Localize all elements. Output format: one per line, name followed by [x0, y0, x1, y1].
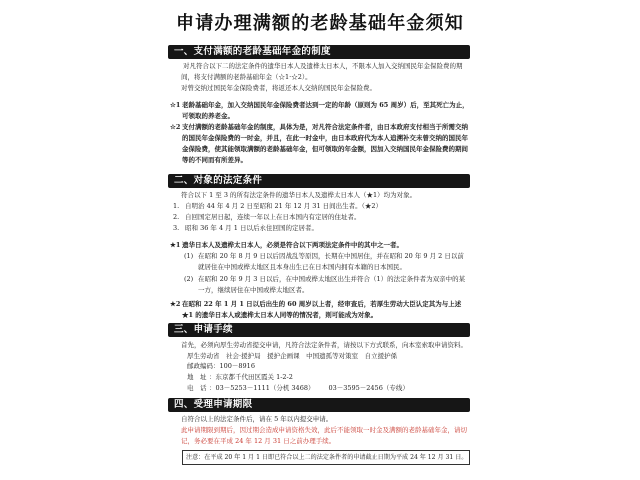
condition-number: 2. — [173, 213, 180, 221]
note-text: 老龄基础年金，加入交纳国民年金保险费者达到一定的年龄（原则为 65 周岁）后，至其死亡为止，可领取的养老金。 — [182, 101, 469, 120]
condition-number: 3. — [173, 224, 180, 232]
section-2-intro: 符合以下 1 至 3 的所有法定条件的遗华日本人及遗桦太日本人（★1）均为对象。 — [181, 191, 417, 199]
condition-item — [173, 201, 470, 212]
section-2-note-2 — [170, 299, 470, 321]
note-text: 支付满额的老龄基础年金的制度，具体为是，对凡符合法定条件者，由日本政府支付相当于所需交纳的国民年金保险费的一时金，并且，在此一时金中，由日本政府代为本人追溯补交未曾交纳的国民年金保险费，使其能领取满额的老龄基础年金，但可领取的年金额，因加入交纳国民年金保险费的期间等的不同而有所差异。 — [182, 123, 468, 164]
section-3-intro: 首先，必须向厚生劳动省提交申请，凡符合法定条件者，请按以下方式联系，向本室索取申请资料。 — [181, 341, 467, 349]
condition-item — [173, 212, 470, 223]
deadline-notice-box: 注意：在平成 20 年 1 月 1 日即已符合以上二的法定条件者的申请截止日期为平成 24 年 12 月 31 日。 — [182, 450, 470, 465]
address-value: ：东京都千代田区霞关 1-2-2 — [209, 373, 293, 381]
note-mark: ☆2 — [170, 123, 181, 131]
section-3-header: 三、申请手续 — [168, 323, 470, 337]
note-subitem — [184, 274, 470, 296]
section-1-paragraph: 对凡符合以下二的法定条件的遗华日本人及遗桦太日本人，不限本人加入交纳国民年金保险费的期间，将支付满额的老龄基础年金（☆1·☆2）。 — [181, 62, 463, 81]
subitem-number: (1) — [184, 252, 194, 260]
note-subitem — [184, 251, 470, 273]
section-1-header: 一、支付满额的老龄基础年金的制度 — [168, 45, 470, 59]
phone-line — [187, 383, 470, 394]
section-1-note-1 — [170, 100, 470, 122]
condition-text: 自明治 44 年 4 月 2 日至昭和 21 年 12 月 31 日间出生者。（★2） — [185, 202, 383, 210]
subitem-text: 在昭和 20 年 9 月 3 日以后，在中国或桦太地区出生并符合（1）的法定条件者为双亲中的某一方，继续居住在中国或桦太地区者。 — [198, 275, 466, 294]
phone-label: 电 话 — [187, 384, 207, 392]
note-mark: ★1 — [170, 241, 181, 249]
address-label: 地 址 — [187, 373, 207, 381]
address-line — [187, 372, 470, 383]
section-2-note-1 — [170, 240, 470, 251]
postal-code: 邮政编码：100－8916 — [187, 362, 255, 370]
section-2-header: 二、对象的法定条件 — [168, 174, 470, 188]
subitem-text: 在昭和 20 年 8 月 9 日以后因战乱等原因，长期在中国居住，并在昭和 20 年 9 月 2 日以前就居住在中国或桦太地区且本身出生已在日本国内拥有本籍的日本国民。 — [198, 252, 464, 271]
condition-number: 1. — [173, 202, 180, 210]
section-4-intro: 自符合以上的法定条件后，请在 5 年以内提交申请。 — [181, 415, 333, 423]
document-title: 申请办理满额的老龄基础年金须知 — [176, 13, 464, 34]
note-text: 在昭和 22 年 1 月 1 日以后出生的 60 周岁以上者，经审查后，若厚生劳动大臣认定其为与上述★1 的遗华日本人或遗桦太日本人同等的情况者，则可能成为对象。 — [182, 300, 462, 319]
section-1-note-2 — [170, 122, 470, 166]
condition-text: 昭和 36 年 4 月 1 日以后永住回国的定居者。 — [185, 224, 318, 232]
phone-main: ：03－5253－1111（分机 3468） — [209, 384, 315, 392]
section-1-paragraph: 对曾交纳过国民年金保险费者，将返还本人交纳的国民年金保险费。 — [181, 84, 376, 92]
deadline-warning: 此申请期限到期后，因过期会造成申请资格失效，此后不能领取一时金及满额的老龄基础年金，请切记，务必要在平成 24 年 12 月 31 日之前办理手续。 — [181, 426, 467, 445]
note-text: 遗华日本人及遗桦太日本人，必须是符合以下两项法定条件中的其中之一者。 — [182, 241, 403, 249]
phone-direct: 03－3595－2456（专线） — [328, 384, 409, 392]
subitem-number: (2) — [184, 275, 194, 283]
condition-item — [173, 223, 470, 234]
condition-text: 自回国定居日起，连续一年以上在日本国内有定居的住址者。 — [185, 213, 361, 221]
note-mark: ★2 — [170, 300, 181, 308]
section-4-header: 四、受理申请期限 — [168, 398, 470, 412]
office-name: 厚生劳动省 社会·援护局 援护企画课 中国遗孤等对策室 自立援护係 — [187, 352, 398, 360]
note-mark: ☆1 — [170, 101, 181, 109]
